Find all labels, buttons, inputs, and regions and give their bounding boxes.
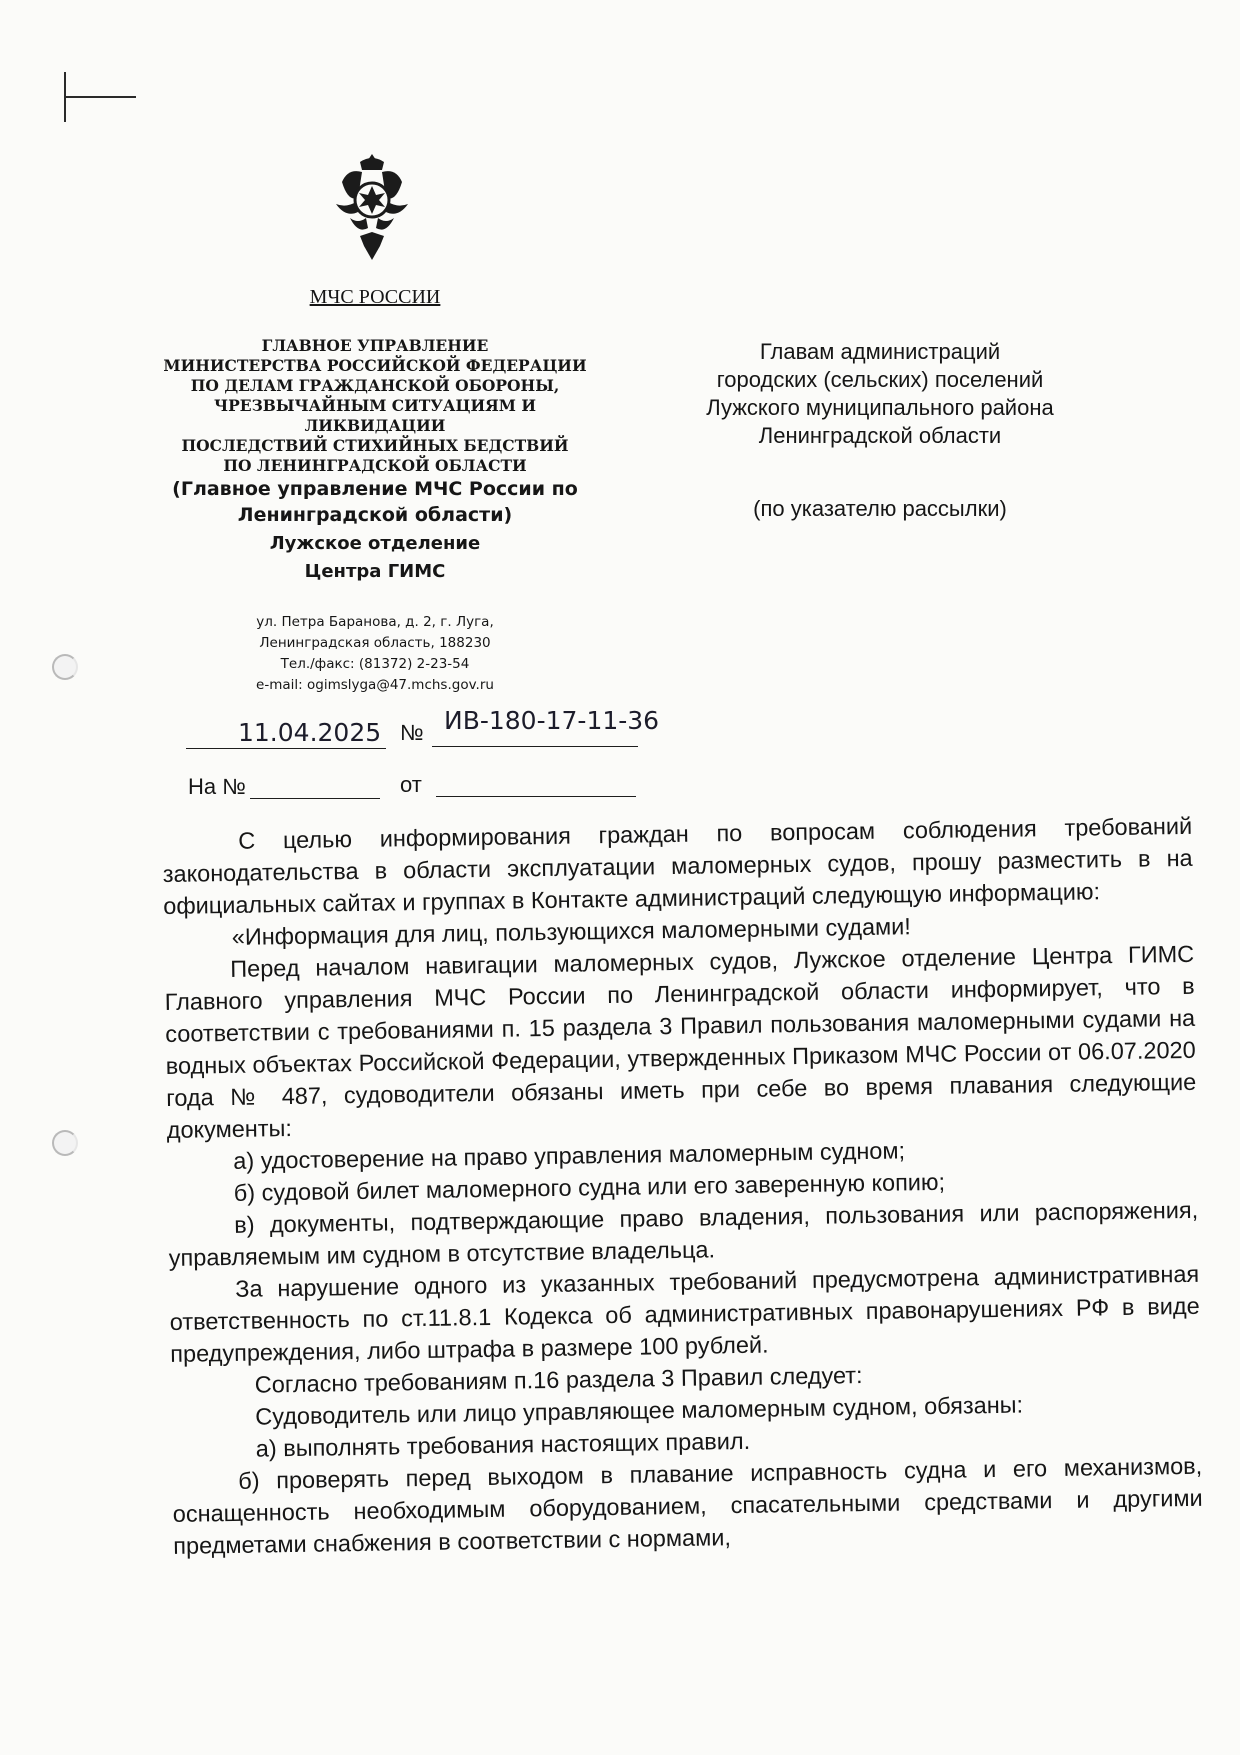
punch-hole — [52, 654, 78, 680]
document-item: а) удостоверение на право управления маломерным судном; — [233, 1137, 906, 1174]
letter-body — [162, 810, 1203, 1562]
phone-line: Тел./факс: (81372) 2-23-54 — [280, 656, 470, 672]
short-name-line: (Главное управление МЧС России по — [172, 478, 578, 500]
org-line: ПО ЛЕНИНГРАДСКОЙ ОБЛАСТИ — [223, 456, 527, 475]
ministry-title: МЧС РОССИИ — [309, 286, 441, 308]
intro-paragraph: С целью информирования граждан по вопросам соблюдения требований законодательства в области эксплуатации маломерных судов, прошу разместить в на официальных сайтах и группах в Контакте администраций следующую информацию: — [162, 812, 1193, 919]
corner-mark — [64, 96, 136, 98]
addressee-block — [640, 338, 1120, 450]
org-line: ПО ДЕЛАМ ГРАЖДАНСКОЙ ОБОРОНЫ, — [190, 376, 560, 395]
reply-date-underline — [436, 796, 636, 797]
reply-to-label: На № — [188, 774, 246, 799]
organization-short-name — [150, 476, 600, 528]
addressee-line: Главам администраций — [759, 339, 1001, 364]
document-item: б) судовой билет маломерного судна или его заверенную копию; — [233, 1168, 946, 1206]
document-date: 11.04.2025 — [238, 718, 382, 747]
mchs-emblem-icon — [330, 148, 414, 268]
number-sign: № — [400, 720, 424, 745]
branch-line: Центра ГИМС — [304, 561, 446, 582]
date-underline — [186, 748, 386, 749]
body-paragraph: Судоводитель или лицо управляющее маломерным судном, обязаны: — [255, 1391, 1024, 1430]
duty-item: а) выполнять требования настоящих правил. — [255, 1427, 751, 1462]
punch-hole — [52, 1130, 78, 1156]
distribution-note: (по указателю рассылки) — [753, 496, 1007, 521]
email-line: e-mail: ogimslyga@47.mchs.gov.ru — [256, 677, 494, 693]
branch-line: Лужское отделение — [269, 533, 481, 554]
org-line: ЧРЕЗВЫЧАЙНЫМ СИТУАЦИЯМ И ЛИКВИДАЦИИ — [214, 396, 536, 435]
org-line: МИНИСТЕРСТВА РОССИЙСКОЙ ФЕДЕРАЦИИ — [163, 356, 587, 375]
reply-from-label: от — [400, 772, 422, 797]
branch-name — [150, 530, 600, 586]
info-heading: «Информация для лиц, пользующихся маломерными судами! — [231, 913, 912, 950]
body-paragraph: Согласно требованиям п.16 раздела 3 Правил следует: — [254, 1362, 863, 1398]
addressee-line: городских (сельских) поселений — [716, 367, 1044, 392]
short-name-line: Ленинградской области) — [237, 504, 513, 526]
address-line: ул. Петра Баранова, д. 2, г. Луга, — [256, 614, 494, 630]
address-line: Ленинградская область, 188230 — [259, 635, 491, 651]
addressee-line: Ленинградской области — [758, 423, 1002, 448]
org-line: ПОСЛЕДСТВИЙ СТИХИЙНЫХ БЕДСТВИЙ — [181, 436, 569, 455]
org-line: ГЛАВНОЕ УПРАВЛЕНИЕ — [261, 336, 489, 355]
duty-item: б) проверять перед выходом в плавание исправность судна и его механизмов, оснащенность необходимым оборудованием, спасательными средствами и другими предметами снабжения в соответствии с нормами, — [172, 1452, 1203, 1559]
body-paragraph: За нарушение одного из указанных требований предусмотрена административная ответственность по ст.11.8.1 Кодекса об административных правонарушениях РФ в виде предупреждения, либо штрафа в размере 100 рублей. — [169, 1260, 1200, 1367]
organization-name — [150, 336, 600, 476]
contact-block — [210, 612, 540, 696]
number-underline — [432, 746, 638, 747]
addressee-line: Лужского муниципального района — [706, 395, 1054, 420]
document-item: в) документы, подтверждающие право владения, пользования или распоряжения, управляемым им судном в отсутствие владельца. — [168, 1196, 1199, 1271]
document-number: ИВ-180-17-11-36 — [444, 706, 660, 735]
reply-underline — [250, 798, 380, 799]
body-paragraph: Перед началом навигации маломерных судов, Лужское отделение Центра ГИМС Главного управления МЧС России по Ленинградской области информирует, что в соответствии с требованиями п. 15 раздела 3 Правил пользования маломерными судами на водных объектах Российской Федерации, утвержденных Приказом МЧС России от 06.07.2020 года № 487, судоводители обязаны иметь при себе во время плавания следующие документы: — [164, 940, 1197, 1143]
